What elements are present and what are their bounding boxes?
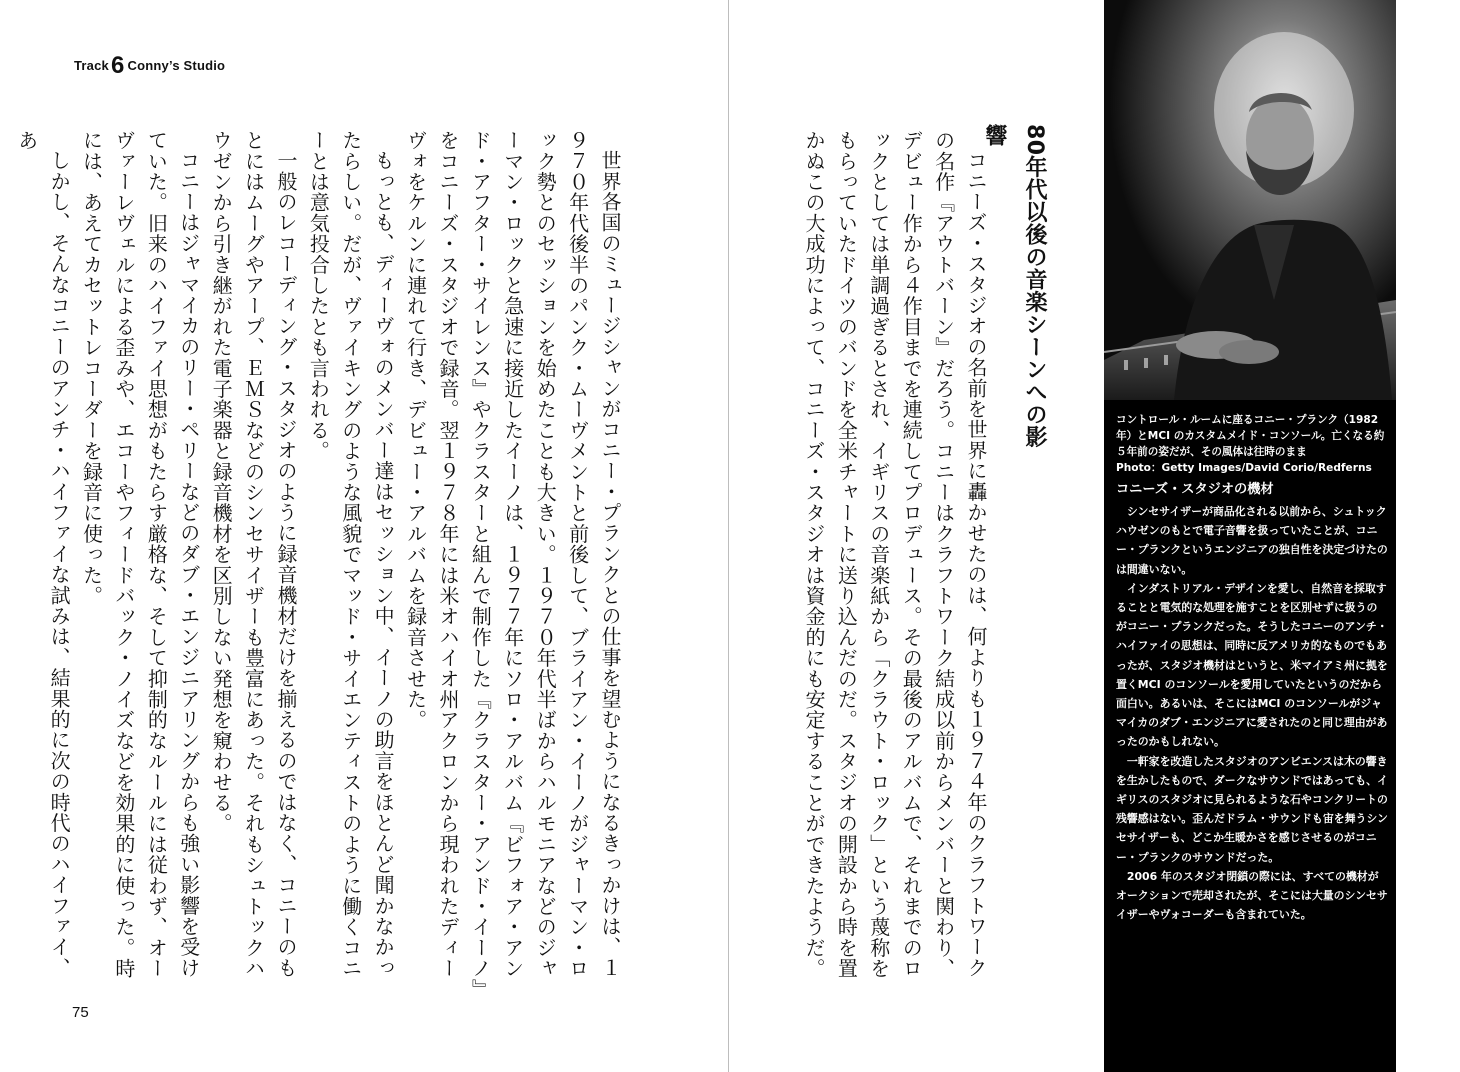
left-page [0, 0, 728, 1072]
sidebar-paragraph: 2006 年のスタジオ閉鎖の際には、すべての機材がオークションで売却されたが、そこには大量のシンセサイザーやヴォコーダーも含まれていた。 [1116, 869, 1388, 922]
page-number: 75 [72, 1004, 89, 1021]
sidebar-title: コニーズ・スタジオの機材 [1116, 482, 1274, 497]
sidebar-body [1116, 502, 1388, 924]
section-heading: 80年代以後の音楽シーンへの影響 [982, 124, 1047, 449]
photo-caption [1116, 412, 1388, 476]
track-number: 6 [110, 52, 125, 79]
running-head [74, 54, 225, 78]
body-paragraph: 一般のレコーディング・スタジオのように録音機材だけを揃えるのではなく、コニーのもとにはムーグやアープ、ＥＭＳなどのシンセサイザーも豊富にあった。それもシュトックハウゼンから引き継がれた電子楽器と録音機材を区別しない発想を窺わせる。 [209, 130, 298, 979]
sidebar-paragraph: シンセサイザーが商品化される以前から、シュトックハウゼンのもとで電子音響を扱っていたことが、コニー・プランクというエンジニアの独自性を決定づけたのは間違いない。 [1116, 505, 1388, 576]
body-paragraph: コニーズ・スタジオの名前を世界に轟かせたのは、何よりも１９７４年のクラフトワークの名作『アウトバーン』だろう。コニーはクラフトワーク結成以前からメンバーと関わり、デビュー作から４作目までを連続してプロデュース。その最後のアルバムで、それまでのロックとしては単調過ぎるとされ、イギリスの音楽紙から「クラウト・ロック」という蔑称をもらっていたドイツのバンドを全米チャートに送り込んだのだ。スタジオの開設から時を置かぬこの大成功によって、コニーズ・スタジオは資金的にも安定することができたようだ。 [801, 130, 988, 979]
track-label: Track [74, 58, 109, 73]
right-body-text [801, 130, 992, 990]
photo-illustration [1104, 0, 1396, 400]
gutter-divider [728, 0, 729, 1072]
body-paragraph: もっとも、ディーヴォのメンバー達はセッション中、イーノの助言をほとんど聞かなかったらしい。だが、ヴァイキングのような風貌でマッド・サイエンティストのように働くコニーとは意気投合したとも言われる。 [306, 130, 396, 979]
photo-credit: Photo：Getty Images/David Corio/Redferns [1116, 462, 1372, 474]
sidebar-paragraph: 一軒家を改造したスタジオのアンビエンスは木の響きを生かしたもので、ダークなサウンドではあっても、イギリスのスタジオに見られるような石やコンクリートの残響感はない。歪んだドラム・サウンドも宙を舞うシンセサイザーも、どこか生暖かさを感じさせるのがコニー・プランクのサウンドだった。 [1116, 754, 1388, 864]
body-paragraph: コニーはジャマイカのリー・ペリーなどのダブ・エンジニアリングからも強い影響を受けていた。旧来のハイファイ思想がもたらす厳格な、そして抑制的なルールには従わず、オーヴァーレヴェルによる歪みや、エコーやフィードバック・ノイズなどを効果的に使った。時には、あえてカセットレコーダーを録音に使った。 [79, 130, 201, 979]
sidebar-paragraph: インダストリアル・デザインを愛し、自然音を採取することと電気的な処理を施すことを区別せずに扱うのがコニー・プランクだった。そうしたコニーのアンチ・ハイファイの思想は、同時に反アメリカ的なものでもあったが、スタジオ機材はというと、米マイアミ州に拠を置くMCI のコンソールを愛用していたというのだから面白い。あるいは、そこにはMCI のコンソールがジャマイカのダブ・エンジニアに愛されたのと同じ理由があったのかもしれない。 [1116, 581, 1388, 749]
studio-photo [1104, 0, 1396, 400]
sidebar-panel [1104, 0, 1396, 1072]
body-paragraph: しかし、そんなコニーのアンチ・ハイファイな試みは、結果的に次の時代のハイファイ、あ [14, 130, 72, 978]
body-paragraph: 世界各国のミュージシャンがコニー・プランクとの仕事を望むようになるきっかけは、１９７０年代後半のパンク・ムーヴメントと前後して、ブライアン・イーノがジャーマン・ロック勢とのセッションを始めたことも大きい。１９７０年代半ばからハルモニアなどのジャーマン・ロックと急速に接近したイーノは、１９７７年にソロ・アルバム『ビフォア・アンド・アフター・サイレンス』やクラスターと組んで制作した『クラスター・アンド・イーノ』をコニーズ・スタジオで録音。翌１９７８年には米オハイオ州アクロンから現われたディーヴォをケルンに連れて行き、デビュー・アルバムを録音させた。 [403, 130, 622, 990]
track-title: Conny’s Studio [127, 58, 226, 73]
caption-text: コントロール・ルームに座るコニー・プランク（1982年）とMCI のカスタムメイド・コンソール。亡くなる約５年前の姿だが、その風体は往時のまま [1116, 414, 1385, 458]
left-body-text [14, 130, 626, 990]
